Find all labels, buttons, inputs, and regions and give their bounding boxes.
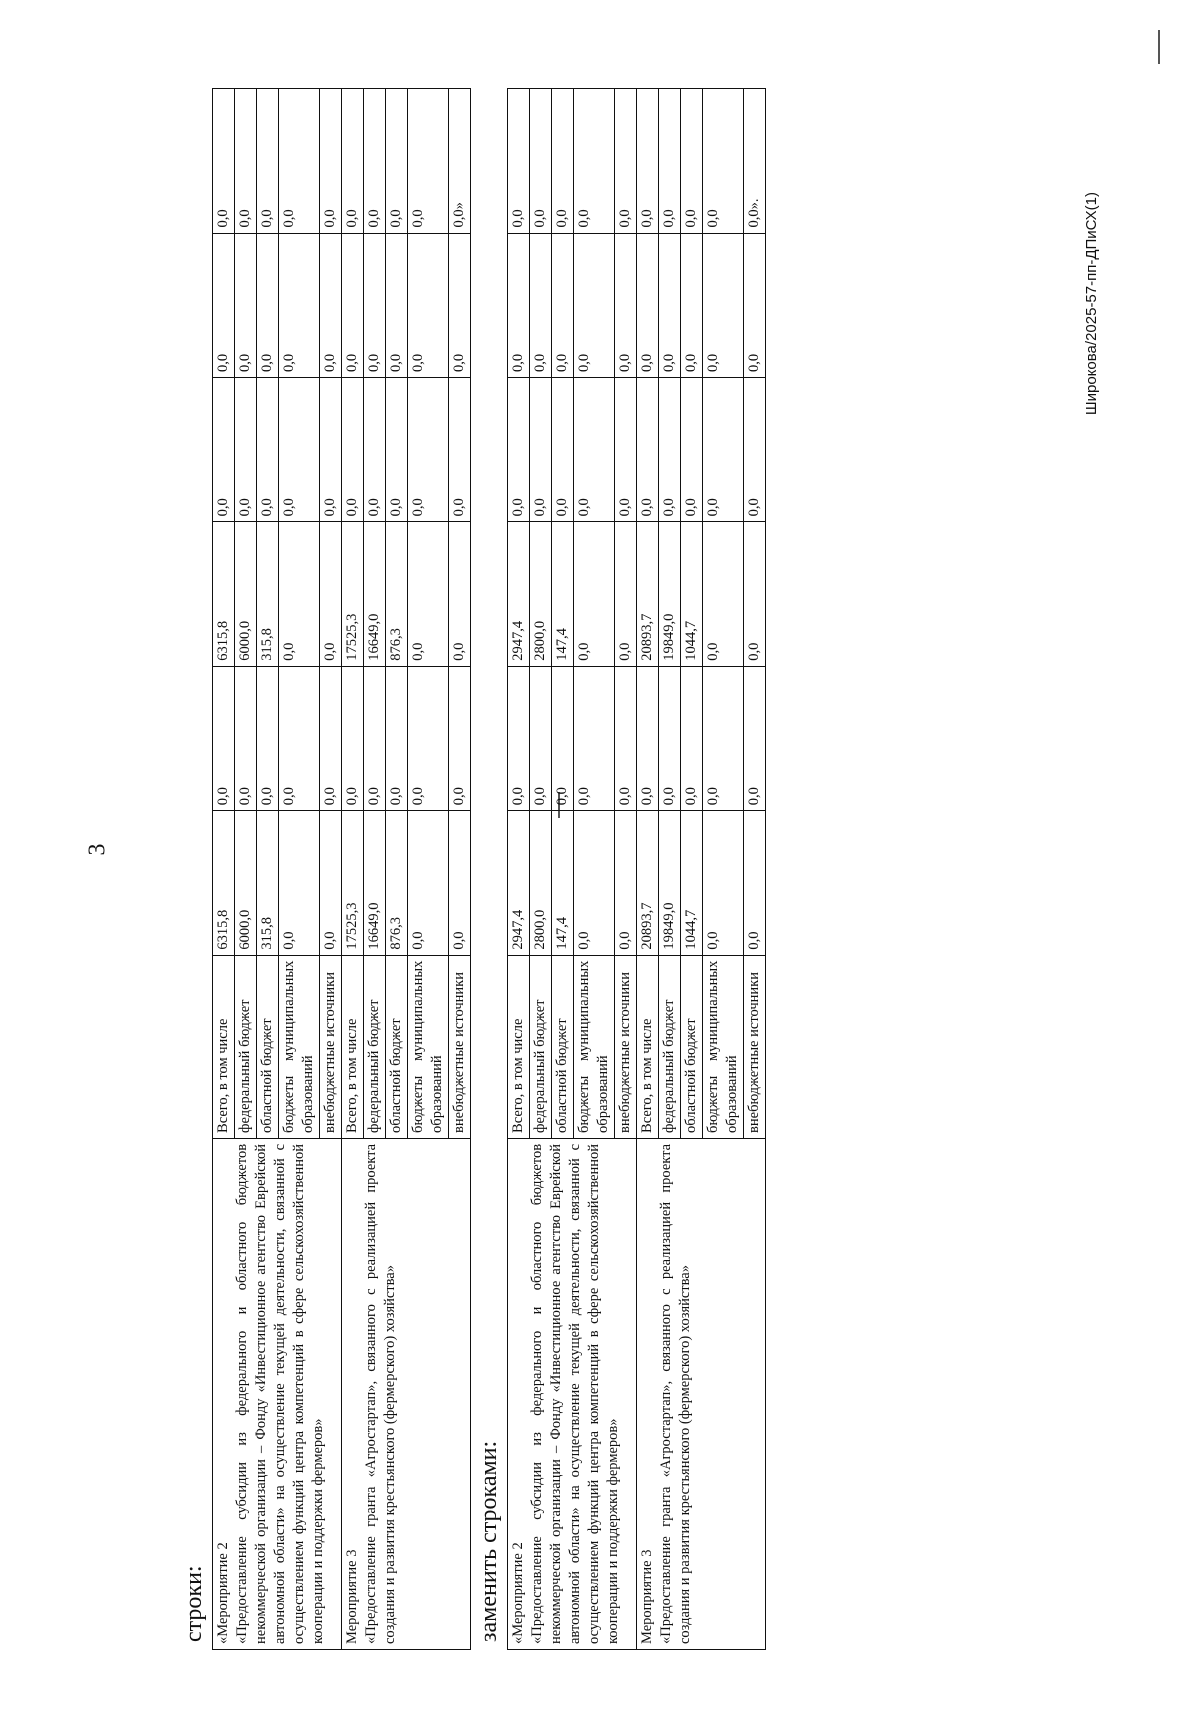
amount-cell: 0,0	[703, 233, 744, 377]
amount-cell: 0,0	[213, 666, 235, 810]
amount-cell: 0,0	[659, 377, 681, 521]
funding-source-label: внебюджетные источники	[451, 972, 467, 1133]
amount-cell: 0,0	[235, 233, 257, 377]
amount-cell: 0,0	[279, 811, 320, 955]
document-code: Широкова/2025-57-пп-ДПиСХ(1)	[1083, 192, 1100, 416]
funding-source-label: Всего, в том числе	[510, 1018, 526, 1133]
amount-cell: 0,0	[552, 233, 574, 377]
funding-source-label: областной бюджет	[259, 1018, 275, 1133]
amount-cell: 0,0	[257, 377, 279, 521]
funding-source-label: Всего, в том числе	[344, 1018, 360, 1133]
scan-mark	[1158, 30, 1160, 64]
amount-cell: 0,0	[279, 377, 320, 521]
amount-cell: 0,0	[386, 666, 408, 810]
amount-cell: 876,3	[386, 522, 408, 666]
amount-cell: 0,0	[530, 89, 552, 234]
amount-cell: 0,0	[703, 666, 744, 810]
amount-cell: 0,0	[320, 89, 342, 234]
measure-title: Мероприятие 3	[344, 1549, 360, 1644]
measure-title: Мероприятие 3	[639, 1549, 655, 1644]
funding-source-label: Всего, в том числе	[639, 1018, 655, 1133]
funding-source-cell	[449, 955, 471, 1138]
amount-cell: 0,0	[408, 666, 449, 810]
amount-cell: 0,0	[213, 377, 235, 521]
amount-cell: 0,0	[637, 233, 659, 377]
measure-name-cell	[342, 1138, 471, 1649]
amount-cell: 0,0	[364, 377, 386, 521]
measure-name-cell	[637, 1138, 766, 1649]
amount-cell: 0,0	[574, 89, 615, 234]
amount-cell: 0,0	[342, 377, 364, 521]
amount-cell: 0,0	[279, 89, 320, 234]
amount-cell: 0,0	[615, 666, 637, 810]
amount-cell: 0,0	[703, 522, 744, 666]
amount-cell: 0,0	[659, 666, 681, 810]
amount-cell: 147,4	[552, 522, 574, 666]
amount-cell: 0,0	[449, 811, 471, 955]
funding-source-cell	[659, 955, 681, 1138]
amount-cell: 0,0	[449, 377, 471, 521]
funding-source-label: образований	[595, 1055, 611, 1133]
amount-cell: 0,0	[386, 377, 408, 521]
funding-source-label: федеральный бюджет	[366, 999, 382, 1133]
funding-source-label: образований	[300, 1055, 316, 1133]
funding-source-label: муниципальных	[281, 960, 297, 1062]
amount-cell: 0,0	[744, 811, 766, 955]
amount-cell: 1044,7	[681, 811, 703, 955]
funding-source-cell	[279, 955, 320, 1138]
amount-cell: 0,0	[574, 377, 615, 521]
amount-cell: 0,0	[574, 522, 615, 666]
funding-source-label: внебюджетные источники	[617, 972, 633, 1133]
amount-cell: 0,0	[681, 233, 703, 377]
amount-cell: 315,8	[257, 522, 279, 666]
amount-cell: 0,0	[449, 666, 471, 810]
amount-cell: 0,0	[386, 89, 408, 234]
amount-cell: 0,0	[342, 89, 364, 234]
amount-cell: 16649,0	[364, 522, 386, 666]
section-heading: заменить строками:	[476, 1440, 502, 1642]
funding-source-label: образований	[429, 1055, 445, 1133]
page-number: 3	[84, 843, 111, 856]
amount-cell: 0,0	[508, 666, 530, 810]
funding-source-cell	[213, 955, 235, 1138]
measure-description: «Предоставление гранта «Агростартап», связанного с реализацией проекта создания и развития крестьянского (фермерского) хозяйства»	[363, 1143, 398, 1644]
amount-cell: 0,0	[320, 666, 342, 810]
amount-cell: 6315,8	[213, 522, 235, 666]
measure-name-cell	[213, 1138, 342, 1649]
funding-source-label: внебюджетные источники	[322, 972, 338, 1133]
amount-cell: 0,0	[703, 89, 744, 234]
amount-cell: 0,0	[320, 377, 342, 521]
amount-cell: 0,0	[615, 89, 637, 234]
funding-source-cell	[508, 955, 530, 1138]
amount-cell: 0,0	[574, 233, 615, 377]
funding-source-label: бюджеты	[576, 1075, 592, 1133]
amount-cell: 0,0	[364, 233, 386, 377]
amount-cell: 0,0	[213, 233, 235, 377]
amount-cell: 0,0	[530, 233, 552, 377]
measure-title: «Мероприятие 2	[215, 1542, 231, 1644]
amount-cell: 0,0	[637, 89, 659, 234]
amount-cell: 20893,7	[637, 811, 659, 955]
finance-table	[507, 88, 766, 1650]
amount-cell: 876,3	[386, 811, 408, 955]
amount-cell: 0,0	[703, 377, 744, 521]
amount-cell: 0,0	[364, 89, 386, 234]
amount-cell: 0,0	[257, 89, 279, 234]
table-row	[508, 89, 530, 1650]
amount-cell: 0,0	[408, 522, 449, 666]
amount-cell: 0,0	[530, 377, 552, 521]
funding-source-label: муниципальных	[705, 960, 721, 1062]
table-row	[213, 89, 235, 1650]
amount-cell: 0,0	[320, 233, 342, 377]
amount-cell: 0,0	[681, 89, 703, 234]
funding-source-label: федеральный бюджет	[532, 999, 548, 1133]
funding-source-cell	[342, 955, 364, 1138]
amount-cell: 0,0	[449, 233, 471, 377]
funding-source-cell	[681, 955, 703, 1138]
amount-cell: 147,4	[552, 811, 574, 955]
funding-source-label: областной бюджет	[388, 1018, 404, 1133]
amount-cell: 0,0	[744, 522, 766, 666]
funding-source-label: федеральный бюджет	[661, 999, 677, 1133]
amount-cell: 0,0	[213, 89, 235, 234]
amount-cell: 315,8	[257, 811, 279, 955]
amount-cell: 17525,3	[342, 811, 364, 955]
amount-cell: 19849,0	[659, 811, 681, 955]
funding-source-cell	[615, 955, 637, 1138]
amount-cell: 0,0	[615, 811, 637, 955]
funding-source-label: муниципальных	[576, 960, 592, 1062]
amount-cell: 0,0	[681, 666, 703, 810]
funding-source-cell	[364, 955, 386, 1138]
amount-cell: 1044,7	[681, 522, 703, 666]
amount-cell: 6315,8	[213, 811, 235, 955]
amount-cell: 0,0	[386, 233, 408, 377]
funding-source-cell	[320, 955, 342, 1138]
funding-source-label: бюджеты	[281, 1075, 297, 1133]
amount-cell: 0,0	[615, 522, 637, 666]
funding-source-label: областной бюджет	[683, 1018, 699, 1133]
measure-title: «Мероприятие 2	[510, 1542, 526, 1644]
funding-source-label: федеральный бюджет	[237, 999, 253, 1133]
amount-cell: 0,0	[235, 377, 257, 521]
amount-cell: 0,0	[508, 233, 530, 377]
amount-cell: 2800,0	[530, 522, 552, 666]
measure-description: «Предоставление субсидии из федерального и областного бюджетов некоммерческой организации – Фонду «Инвестиционное агентство Еврейской автономной области» на осуществление текущей деятельности, связанной с осуществлением функций центра компетенций в сфере сельскохозяйственной кооперации и поддержки фермеров»	[529, 1143, 621, 1644]
measure-description: «Предоставление субсидии из федерального и областного бюджетов некоммерческой организации – Фонду «Инвестиционное агентство Еврейской автономной области» на осуществление текущей деятельности, связанной с осуществлением функций центра компетенций в сфере сельскохозяйственной кооперации и поддержки фермеров»	[234, 1143, 326, 1644]
amount-cell: 19849,0	[659, 522, 681, 666]
funding-source-cell	[703, 955, 744, 1138]
funding-source-label: бюджеты	[410, 1075, 426, 1133]
funding-source-label: муниципальных	[410, 960, 426, 1062]
amount-cell: 0,0	[508, 377, 530, 521]
amount-cell: 0,0	[552, 377, 574, 521]
amount-cell: 20893,7	[637, 522, 659, 666]
funding-source-cell	[744, 955, 766, 1138]
amount-cell: 0,0	[637, 377, 659, 521]
amount-cell: 0,0	[279, 522, 320, 666]
amount-cell: 0,0	[408, 233, 449, 377]
funding-source-cell	[637, 955, 659, 1138]
amount-cell: 0,0	[408, 811, 449, 955]
funding-source-cell	[386, 955, 408, 1138]
rotated-content	[180, 64, 1080, 1650]
amount-cell: 0,0	[744, 666, 766, 810]
amount-cell: 0,0	[552, 89, 574, 234]
amount-cell: 0,0	[615, 377, 637, 521]
amount-cell: 0,0	[508, 89, 530, 234]
funding-source-label: областной бюджет	[554, 1018, 570, 1133]
funding-source-cell	[235, 955, 257, 1138]
amount-cell: 0,0».	[744, 89, 766, 234]
amount-cell: 0,0	[744, 233, 766, 377]
amount-cell: 0,0	[364, 666, 386, 810]
amount-cell: 17525,3	[342, 522, 364, 666]
funding-source-cell	[408, 955, 449, 1138]
amount-cell: 0,0	[449, 522, 471, 666]
funding-source-cell	[552, 955, 574, 1138]
amount-cell: 0,0	[659, 89, 681, 234]
amount-cell: 0,0	[279, 666, 320, 810]
amount-cell: 0,0	[703, 811, 744, 955]
amount-cell: 2800,0	[530, 811, 552, 955]
funding-source-label: образований	[724, 1055, 740, 1133]
amount-cell: 2947,4	[508, 811, 530, 955]
amount-cell: 6000,0	[235, 522, 257, 666]
funding-source-label: Всего, в том числе	[215, 1018, 231, 1133]
amount-cell: 0,0	[408, 377, 449, 521]
amount-cell: 0,0	[320, 811, 342, 955]
amount-cell: 0,0	[235, 89, 257, 234]
funding-source-label: внебюджетные источники	[746, 972, 762, 1133]
measure-name-cell	[508, 1138, 637, 1649]
funding-source-label: бюджеты	[705, 1075, 721, 1133]
funding-source-cell	[574, 955, 615, 1138]
amount-cell: 0,0	[257, 666, 279, 810]
amount-cell: 0,0	[342, 666, 364, 810]
funding-source-cell	[530, 955, 552, 1138]
table-row	[637, 89, 659, 1650]
amount-cell: 0,0	[552, 666, 574, 810]
finance-table	[212, 88, 471, 1650]
amount-cell: 0,0»	[449, 89, 471, 234]
amount-cell: 0,0	[574, 666, 615, 810]
table-row	[342, 89, 364, 1650]
amount-cell: 0,0	[342, 233, 364, 377]
amount-cell: 6000,0	[235, 811, 257, 955]
amount-cell: 0,0	[615, 233, 637, 377]
amount-cell: 0,0	[744, 377, 766, 521]
amount-cell: 0,0	[257, 233, 279, 377]
amount-cell: 0,0	[530, 666, 552, 810]
amount-cell: 0,0	[235, 666, 257, 810]
amount-cell: 2947,4	[508, 522, 530, 666]
funding-source-cell	[257, 955, 279, 1138]
amount-cell: 0,0	[574, 811, 615, 955]
section-heading: строки:	[181, 1565, 207, 1642]
amount-cell: 0,0	[320, 522, 342, 666]
amount-cell: 0,0	[408, 89, 449, 234]
amount-cell: 0,0	[681, 377, 703, 521]
amount-cell: 0,0	[279, 233, 320, 377]
amount-cell: 0,0	[637, 666, 659, 810]
amount-cell: 16649,0	[364, 811, 386, 955]
amount-cell: 0,0	[659, 233, 681, 377]
measure-description: «Предоставление гранта «Агростартап», связанного с реализацией проекта создания и развития крестьянского (фермерского) хозяйства»	[658, 1143, 693, 1644]
